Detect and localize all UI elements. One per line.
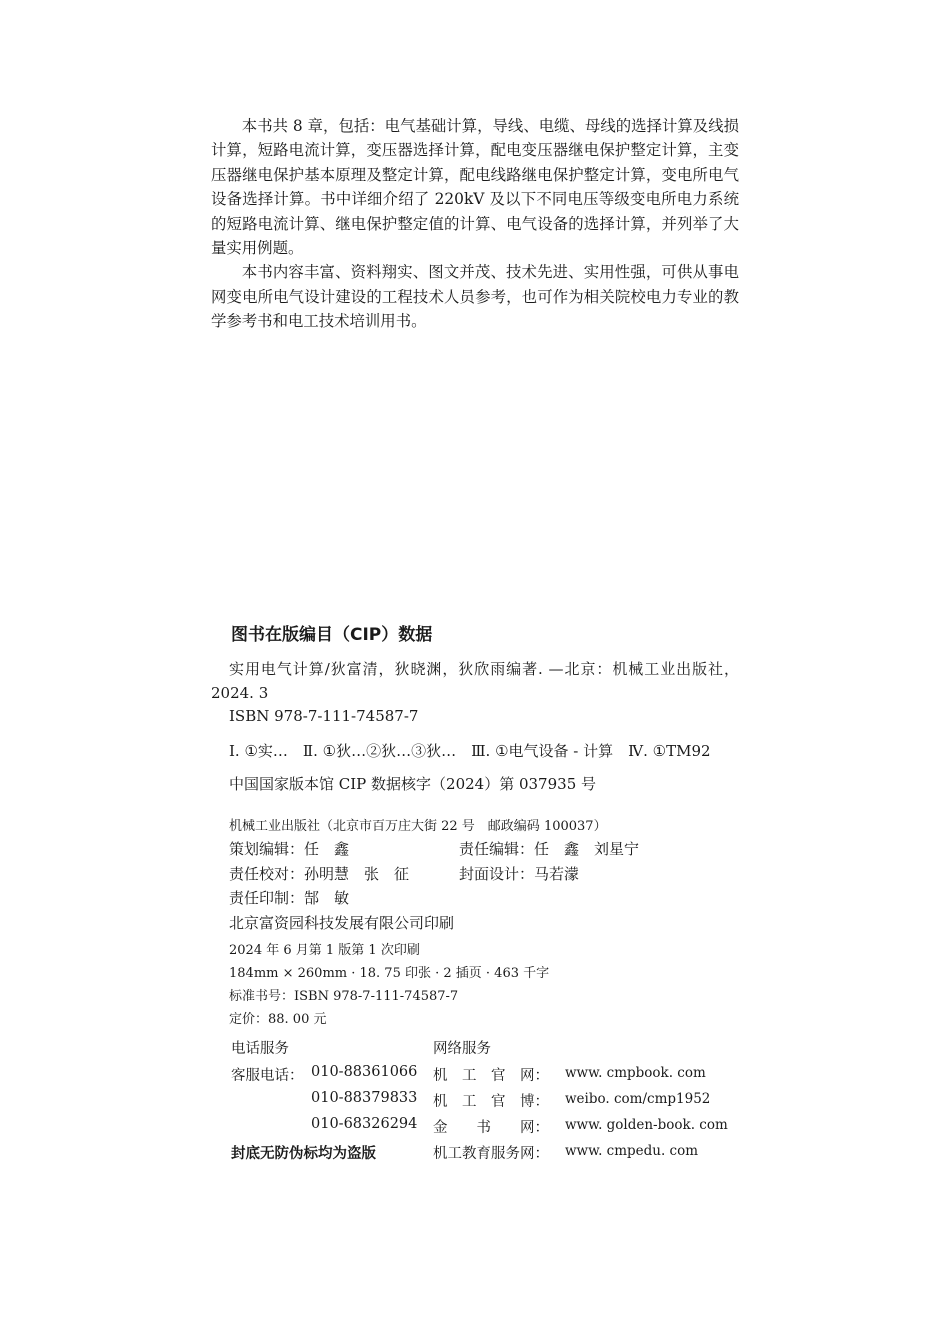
network-label: 机工教育服务网： [433,1146,549,1162]
cip-heading: 图书在版编目（CIP）数据 [231,625,433,645]
standard-number: 标准书号：ISBN 978-7-111-74587-7 [229,989,459,1004]
phone-number: 010-68326294 [311,1116,418,1132]
print-supervisor: 责任印制：郜 敏 [229,889,350,907]
cip-isbn: ISBN 978-7-111-74587-7 [229,707,419,725]
phone-number: 010-88361066 [311,1064,418,1080]
printer: 北京富资园科技发展有限公司印刷 [229,914,455,932]
network-label: 机 工 官 博： [433,1094,549,1110]
description-paragraph-1: 本书共 8 章，包括：电气基础计算，导线、电缆、母线的选择计算及线损计算，短路电流计算，变压器选择计算，配电变压器继电保护整定计算，主变压器继电保护基本原理及整定计算，配电线路继电保护整定计算，变电所电气设备选择计算。书中详细介绍了 220kV 及以下不同电压等级变电所电力系统的短路电流计算、继电保护整定值的计算、电气设备的选择计算，并列举了大量实用例题。 [211,117,739,258]
cip-bibliographic: 实用电气计算/狄富清，狄晓渊，狄欣雨编著. —北京：机械工业出版社，2024. 3 [211,660,739,702]
network-url: weibo. com/cmp1952 [565,1091,711,1107]
network-url: www. cmpedu. com [565,1143,699,1159]
phone-service-heading: 电话服务 [231,1041,289,1057]
anti-piracy-notice: 封底无防伪标均为盗版 [231,1146,376,1162]
price: 定价：88. 00 元 [229,1012,327,1027]
cip-number: 中国国家版本馆 CIP 数据核字（2024）第 037935 号 [229,775,597,793]
proofreader: 责任校对：孙明慧 张 征 [229,865,410,883]
responsible-editor: 责任编辑：任 鑫 刘星宁 [459,840,640,858]
cover-design: 封面设计：马若濛 [459,865,580,883]
planning-editor: 策划编辑：任 鑫 [229,840,350,858]
network-service-heading: 网络服务 [433,1041,491,1057]
publisher-line: 机械工业出版社（北京市百万庄大街 22 号 邮政编码 100037） [229,819,607,834]
network-label: 金 书 网： [433,1120,549,1136]
description-paragraph-2: 本书内容丰富、资料翔实、图文并茂、技术先进、实用性强，可供从事电网变电所电气设计建设的工程技术人员参考，也可作为相关院校电力专业的教学参考书和电工技术培训用书。 [211,263,739,331]
cip-classification: Ⅰ. ①实… Ⅱ. ①狄…②狄…③狄… Ⅲ. ①电气设备 - 计算 Ⅳ. ①TM92 [229,742,711,760]
network-url: www. golden-book. com [565,1117,728,1133]
network-label: 机 工 官 网： [433,1068,549,1084]
phone-number: 010-88379833 [311,1090,418,1106]
edition: 2024 年 6 月第 1 版第 1 次印刷 [229,943,420,958]
cip-bibliographic-entry [211,657,739,705]
phone-label: 客服电话： [231,1068,304,1084]
format: 184mm × 260mm · 18. 75 印张 · 2 插页 · 463 千字 [229,966,550,981]
book-description [211,114,739,334]
network-url: www. cmpbook. com [565,1065,706,1081]
